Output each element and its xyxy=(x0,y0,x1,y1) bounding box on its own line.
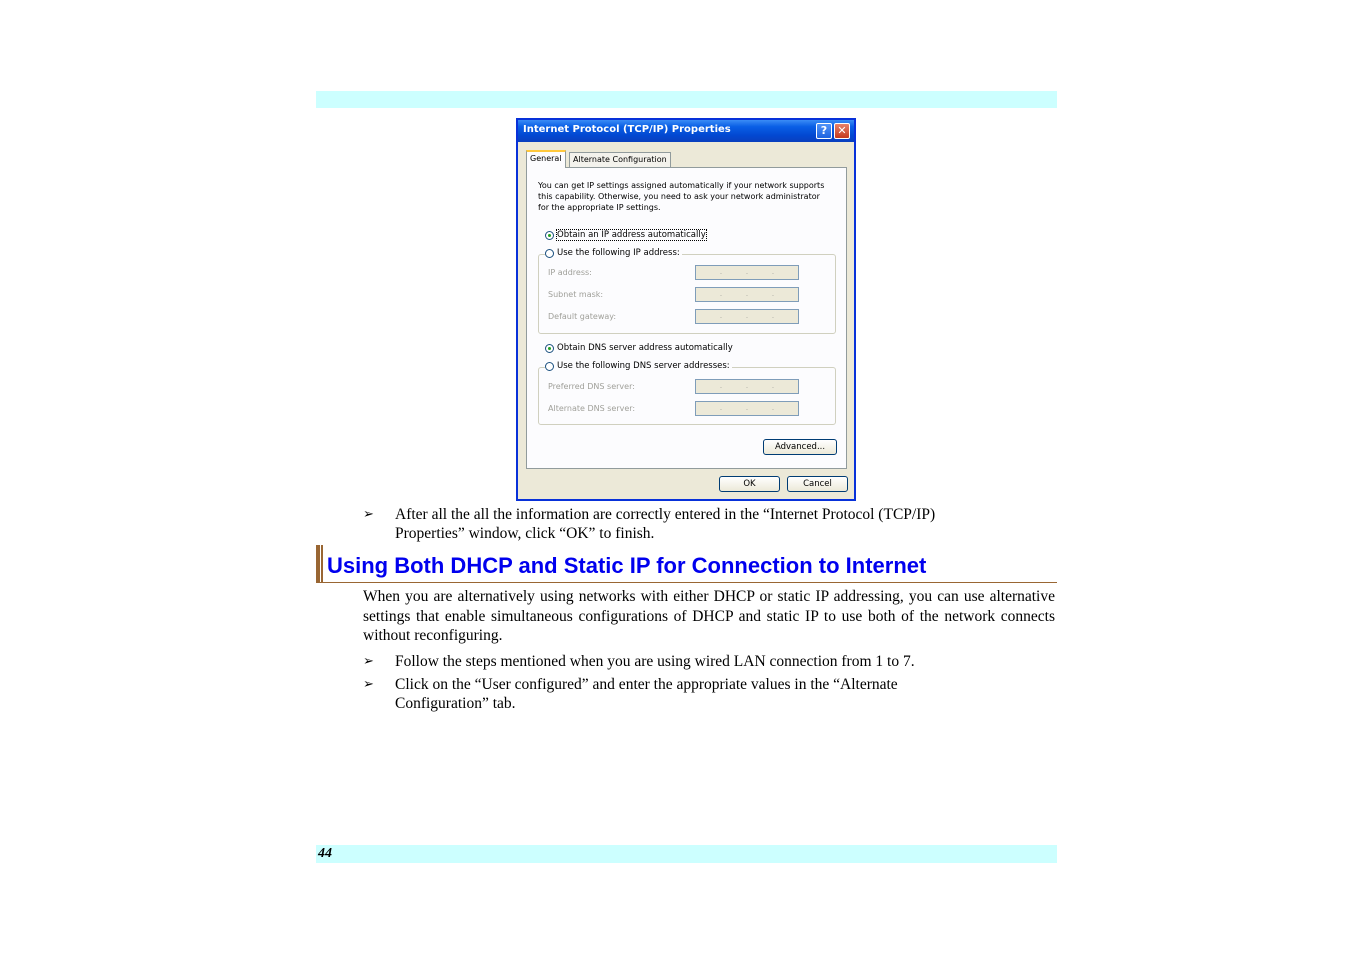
dns-manual-label: Use the following DNS server addresses: xyxy=(557,361,730,371)
close-icon[interactable]: ✕ xyxy=(834,123,850,139)
page-number: 44 xyxy=(318,846,332,861)
subnet-mask-label: Subnet mask: xyxy=(548,290,604,299)
ip-manual-label: Use the following IP address: xyxy=(557,248,680,258)
advanced-button[interactable]: Advanced... xyxy=(763,439,837,455)
ip-auto-radio[interactable] xyxy=(545,231,554,240)
general-tab-panel xyxy=(526,167,847,469)
alternate-dns-label: Alternate DNS server: xyxy=(548,404,636,413)
tab-general[interactable]: General xyxy=(526,150,566,168)
ip-address-label: IP address: xyxy=(548,268,592,277)
ip-auto-label: Obtain an IP address automatically xyxy=(557,230,706,240)
section-paragraph: When you are alternatively using networks with either DHCP or static IP addressing, you can use alternative settings that enable simultaneous configurations of DHCP and static IP to use both of the network connects without reconfiguring. xyxy=(363,588,1055,645)
preferred-dns-label: Preferred DNS server: xyxy=(548,382,635,391)
dns-auto-label: Obtain DNS server address automatically xyxy=(557,343,733,353)
preferred-dns-field[interactable]: . . . xyxy=(695,379,799,394)
ip-manual-option[interactable] xyxy=(545,248,682,258)
dns-auto-radio[interactable] xyxy=(545,344,554,353)
heading-bar xyxy=(316,545,323,582)
tcpip-properties-dialog xyxy=(516,118,856,501)
default-gateway-field[interactable]: . . . xyxy=(695,309,799,324)
bullet-arrow-icon: ➢ xyxy=(363,654,374,669)
dns-auto-option[interactable] xyxy=(545,343,735,353)
subnet-mask-field[interactable]: . . . xyxy=(695,287,799,302)
info-text: You can get IP settings assigned automatically if your network supports this capability. Otherwise, you need to ask your network administrator for the appropriate IP settings. xyxy=(538,181,825,212)
header-band xyxy=(316,91,1057,108)
ip-auto-option[interactable] xyxy=(545,230,708,240)
section-heading-block xyxy=(316,545,1057,583)
cancel-button[interactable]: Cancel xyxy=(787,476,848,492)
ok-button[interactable]: OK xyxy=(719,476,780,492)
ip-manual-radio[interactable] xyxy=(545,249,554,258)
dns-manual-option[interactable] xyxy=(545,361,732,371)
dialog-titlebar[interactable] xyxy=(518,120,854,142)
dns-manual-radio[interactable] xyxy=(545,362,554,371)
alternate-dns-field[interactable]: . . . xyxy=(695,401,799,416)
dns-group xyxy=(538,367,836,425)
ip-address-field[interactable]: . . . xyxy=(695,265,799,280)
section-heading: Using Both DHCP and Static IP for Connection to Internet xyxy=(327,553,927,578)
dialog-title: Internet Protocol (TCP/IP) Properties xyxy=(523,124,731,135)
tab-alternate-configuration[interactable]: Alternate Configuration xyxy=(569,152,671,167)
default-gateway-label: Default gateway: xyxy=(548,312,617,321)
bullet-arrow-icon: ➢ xyxy=(363,677,374,692)
bullet-arrow-icon: ➢ xyxy=(363,507,374,522)
footer-band xyxy=(316,845,1057,863)
help-icon[interactable]: ? xyxy=(816,123,832,139)
